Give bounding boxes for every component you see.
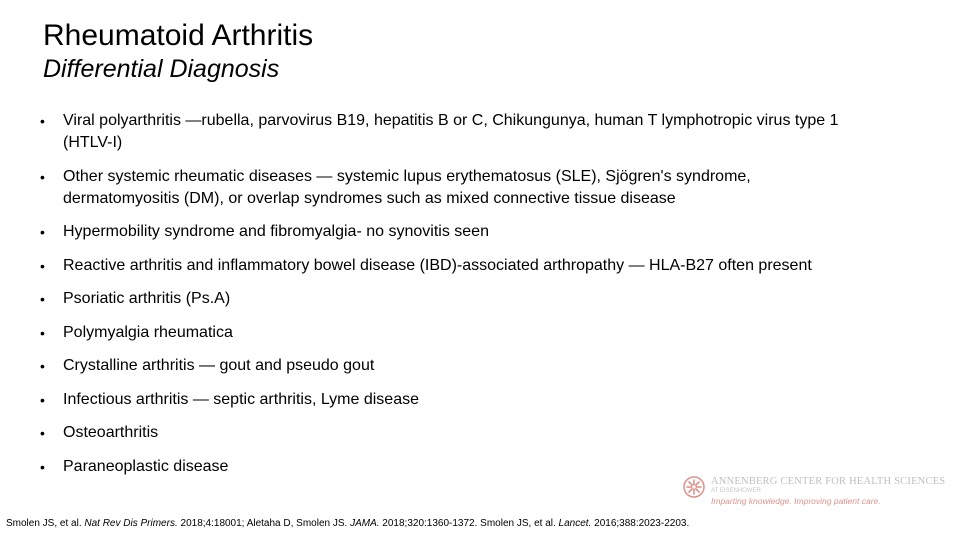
bullet-list (40, 110, 870, 489)
annenberg-logo (683, 474, 946, 510)
citation-text: Smolen JS, et al. (6, 518, 85, 529)
bullet-marker: • (40, 113, 45, 129)
bullet-text: Viral polyarthritis —rubella, parvovirus B19, hepatitis B or C, Chikungunya, human T lymphotropic virus type 1 (HTLV-I) (63, 112, 839, 151)
logo-name: ANNENBERG CENTER FOR HEALTH SCIENCES (711, 476, 946, 487)
citation-journal: Lancet. (558, 518, 592, 529)
bullet-item (40, 110, 870, 154)
bullet-text: Paraneoplastic disease (63, 457, 229, 475)
bullet-item (40, 389, 870, 411)
bullet-item (40, 255, 870, 277)
bullet-item (40, 355, 870, 377)
annenberg-star-logo-icon (683, 476, 705, 498)
bullet-text: Osteoarthritis (63, 424, 159, 441)
bullet-marker: • (40, 291, 45, 307)
bullet-marker: • (40, 324, 45, 341)
bullet-marker: • (40, 358, 45, 374)
bullet-text: Infectious arthritis — septic arthritis, Lyme disease (63, 390, 419, 408)
bullet-item (40, 221, 870, 243)
bullet-text: Other systemic rheumatic diseases — systemic lupus erythematosus (SLE), Sjögren's syndrome, dermatomyositis (DM), or overlap syndromes such as mixed connective tissue disease (63, 167, 751, 207)
bullet-marker: • (40, 391, 45, 408)
citation-text: 2016;388:2023-2203. (591, 518, 690, 529)
logo-tagline: Imparting knowledge. Improving patient care. (711, 496, 881, 506)
bullet-marker: • (40, 425, 45, 441)
slide-title: Rheumatoid Arthritis (43, 19, 314, 52)
bullet-marker: • (40, 257, 45, 274)
bullet-text: Hypermobility syndrome and fibromyalgia- no synovitis seen (63, 223, 489, 240)
bullet-text: Reactive arthritis and inflammatory bowel disease (IBD)-associated arthropathy — HLA-B27 often present (63, 256, 812, 274)
bullet-marker: • (40, 458, 45, 475)
bullet-text: Crystalline arthritis — gout and pseudo gout (63, 357, 375, 374)
bullet-item (40, 288, 870, 310)
bullet-item (40, 422, 870, 444)
bullet-item (40, 322, 870, 344)
bullet-text: Psoriatic arthritis (Ps.A) (63, 290, 231, 307)
citation-journal: JAMA. (350, 518, 380, 529)
citation (6, 517, 689, 531)
citation-text: 2018;4:18001; Aletaha D, Smolen JS. (177, 518, 351, 529)
slide-subtitle: Differential Diagnosis (43, 55, 280, 83)
citation-text: 2018;320:1360-1372. Smolen JS, et al. (379, 518, 559, 529)
logo-subtitle: AT EISENHOWER (711, 488, 761, 494)
citation-journal: Nat Rev Dis Primers. (84, 518, 178, 529)
bullet-marker: • (40, 168, 45, 185)
bullet-text: Polymyalgia rheumatica (63, 323, 233, 341)
bullet-item (40, 166, 870, 210)
bullet-marker: • (40, 224, 45, 240)
